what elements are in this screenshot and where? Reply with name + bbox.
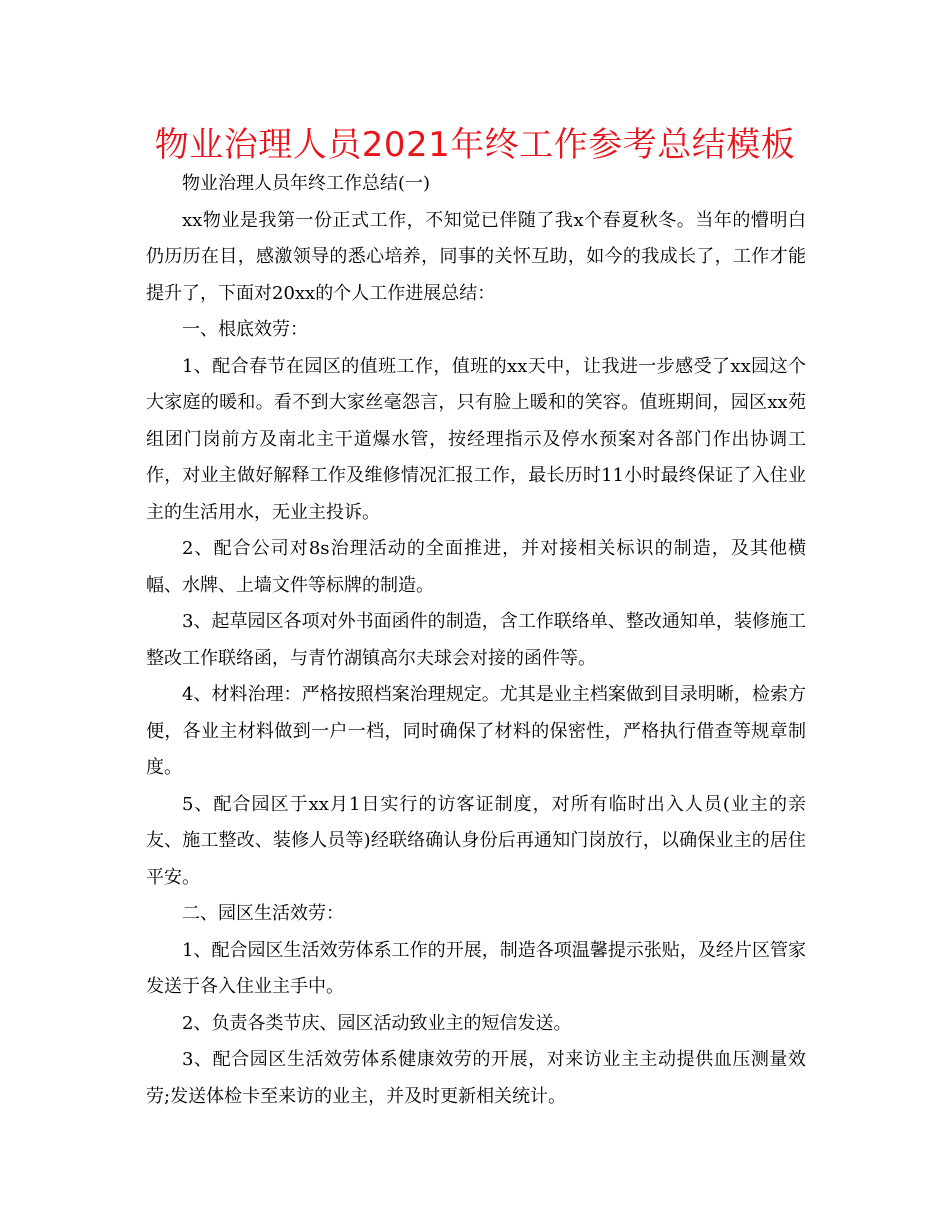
section-heading-life-service: 二、园区生活效劳： xyxy=(182,903,344,924)
paragraph-item: 4、材料治理：严格按照档案治理规定。尤其是业主档案做到目录明晰，检索方便，各业主材料做到一户一档，同时确保了材料的保密性，严格执行借查等规章制度。 xyxy=(146,684,806,778)
paragraph-item: 5、配合园区于xx月1日实行的访客证制度，对所有临时出入人员(业主的亲友、施工整改、装修人员等)经联络确认身份后再通知门岗放行，以确保业主的居住平安。 xyxy=(146,793,806,888)
document-body xyxy=(146,166,806,1115)
paragraph-intro: xx物业是我第一份正式工作，不知觉已伴随了我x个春夏秋冬。当年的懵明白仍历历在目，感激领导的悉心培养，同事的关怀互助，如今的我成长了，工作才能提升了，下面对20xx的个人工作进展总结： xyxy=(146,209,806,304)
paragraph-item: 3、起草园区各项对外书面函件的制造，含工作联络单、整改通知单，装修施工整改工作联络函，与青竹湖镇高尔夫球会对接的函件等。 xyxy=(146,611,806,669)
paragraph-item: 2、配合公司对8s治理活动的全面推进，并对接相关标识的制造，及其他横幅、水牌、上墙文件等标牌的制造。 xyxy=(146,538,806,596)
document-subtitle: 物业治理人员年终工作总结(一) xyxy=(182,173,431,194)
paragraph-item: 1、配合园区生活效劳体系工作的开展，制造各项温馨提示张贴，及经片区管家发送于各入住业主手中。 xyxy=(146,939,806,997)
paragraph-item: 3、配合园区生活效劳体系健康效劳的开展，对来访业主主动提供血压测量效劳;发送体检卡至来访的业主，并及时更新相关统计。 xyxy=(146,1049,806,1107)
section-heading-basic-service: 一、根底效劳： xyxy=(182,319,308,340)
paragraph-item: 2、负责各类节庆、园区活动致业主的短信发送。 xyxy=(182,1012,572,1034)
paragraph-item: 1、配合春节在园区的值班工作，值班的xx天中，让我进一步感受了xx园这个大家庭的暖和。看不到大家丝毫怨言，只有脸上暖和的笑容。值班期间，园区xx苑组团门岗前方及南北主干道爆水管，按经理指示及停水预案对各部门作出协调工作，对业主做好解释工作及维修情况汇报工作，最长历时11小时最终保证了入住业主的生活用水，无业主投诉。 xyxy=(146,355,806,523)
document-title: 物业治理人员2021年终工作参考总结模板 xyxy=(154,125,796,165)
